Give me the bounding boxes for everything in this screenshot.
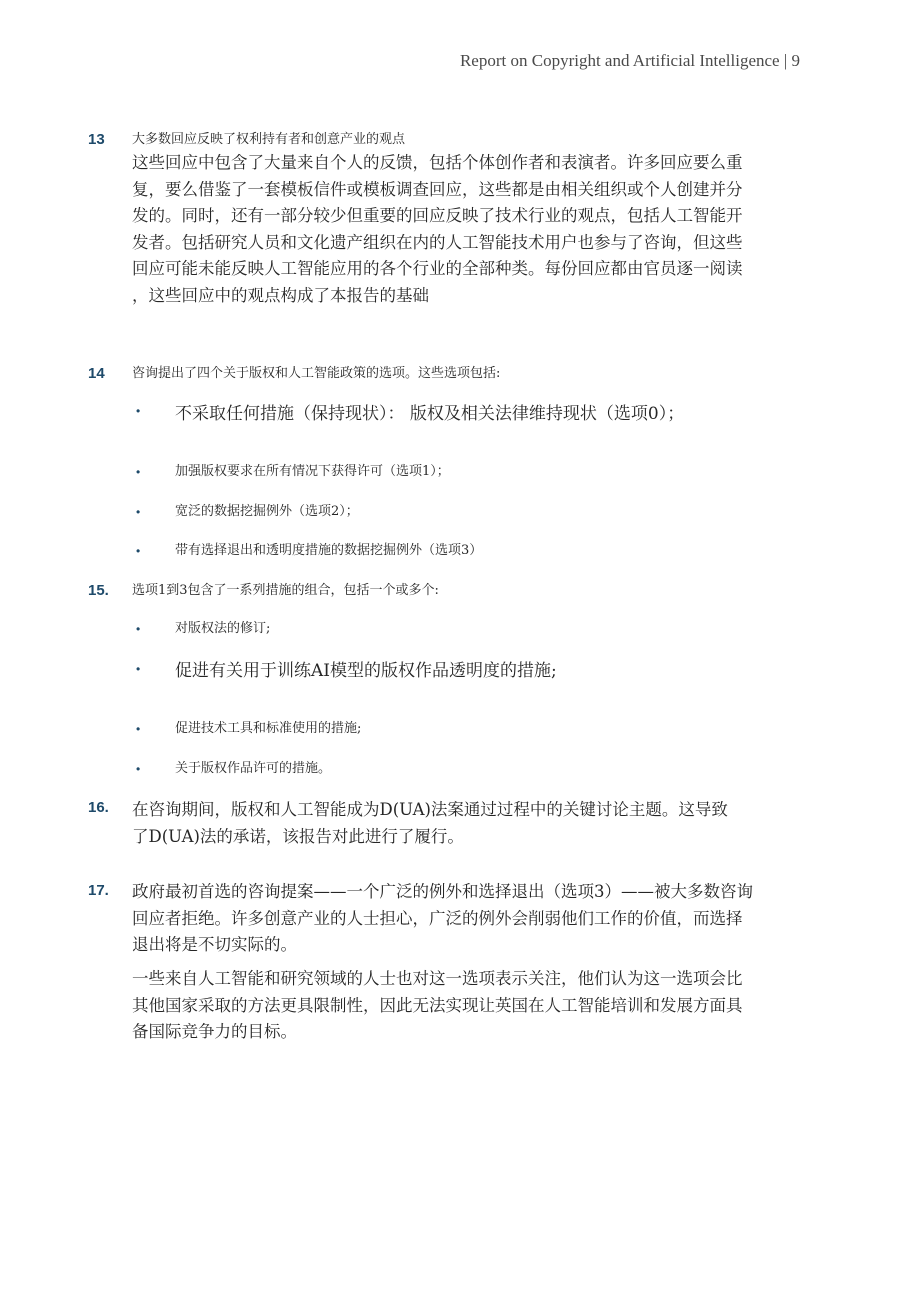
section-17-line: 政府最初首选的咨询提案——一个广泛的例外和选择退出（选项3）——被大多数咨询 <box>132 882 753 901</box>
paragraph-number-13: 13 <box>88 131 105 148</box>
section-13-body <box>132 150 822 309</box>
section-13-heading: 大多数回应反映了权利持有者和创意产业的观点 <box>132 132 406 147</box>
section-16-line: 了D(UA)法的承诺，该报告对此进行了履行。 <box>132 826 464 846</box>
section-17-line: 回应者拒绝。许多创意产业的人士担心，广泛的例外会削弱他们工作的价值，而选择 <box>132 908 743 928</box>
section-17-body <box>132 879 822 959</box>
option-2-item: 宽泛的数据挖掘例外（选项2）； <box>175 504 359 519</box>
section-13-line: 发的。同时，还有一部分较少但重要的回应反映了技术行业的观点，包括人工智能开 <box>132 206 743 225</box>
page-header: Report on Copyright and Artificial Intelligence | 9 <box>459 51 800 70</box>
section-17-line: 其他国家采取的方法更具限制性，因此无法实现让英国在人工智能培训和发展方面具 <box>132 995 743 1015</box>
section-14-intro: 咨询提出了四个关于版权和人工智能政策的选项。这些选项包括: <box>132 366 501 381</box>
bullet-dot: • <box>136 465 141 479</box>
section-16-body <box>132 797 822 850</box>
bullet-dot: • <box>136 404 141 418</box>
bullet-dot: • <box>136 722 141 736</box>
section-17-body-continued <box>132 966 822 1046</box>
option-0-item: 不采取任何措施（保持现状）： 版权及相关法律维持现状（选项0）； <box>175 404 685 424</box>
measure-item-technical-tools: 促进技术工具和标准使用的措施; <box>175 721 362 736</box>
option-1-item: 加强版权要求在所有情况下获得许可（选项1）； <box>175 464 450 479</box>
section-13-line: 复，要么借鉴了一套模板信件或模板调查回应，这些都是由相关组织或个人创建并分 <box>132 179 743 199</box>
section-17-line: 退出将是不切实际的。 <box>132 935 297 954</box>
paragraph-number-14: 14 <box>88 365 105 382</box>
section-13-line: 这些回应中包含了大量来自个人的反馈，包括个体创作者和表演者。许多回应要么重 <box>132 153 743 172</box>
bullet-dot: • <box>136 662 141 676</box>
measure-item-transparency: 促进有关用于训练AI模型的版权作品透明度的措施; <box>175 661 557 681</box>
paragraph-number-15: 15. <box>88 582 109 599</box>
paragraph-number-17: 17. <box>88 882 109 899</box>
bullet-dot: • <box>136 505 141 519</box>
measure-item-amendment: 对版权法的修订; <box>175 621 271 636</box>
section-15-intro: 选项1到3包含了一系列措施的组合，包括一个或多个: <box>132 583 439 598</box>
section-13-line: 发者。包括研究人员和文化遗产组织在内的人工智能技术用户也参与了咨询，但这些 <box>132 232 743 252</box>
option-3-item: 带有选择退出和透明度措施的数据挖掘例外（选项3） <box>175 543 483 558</box>
bullet-dot: • <box>136 544 141 558</box>
bullet-dot: • <box>136 762 141 776</box>
section-13-line: ，这些回应中的观点构成了本报告的基础 <box>132 285 429 305</box>
section-17-line: 一些来自人工智能和研究领域的人士也对这一选项表示关注，他们认为这一选项会比 <box>132 969 743 988</box>
measure-item-licensing: 关于版权作品许可的措施。 <box>175 761 332 776</box>
section-17-line: 备国际竞争力的目标。 <box>132 1022 297 1041</box>
section-16-line: 在咨询期间，版权和人工智能成为D(UA)法案通过过程中的关键讨论主题。这导致 <box>132 800 728 819</box>
paragraph-number-16: 16. <box>88 799 109 816</box>
bullet-dot: • <box>136 622 141 636</box>
section-13-line: 回应可能未能反映人工智能应用的各个行业的全部种类。每份回应都由官员逐一阅读 <box>132 259 743 278</box>
